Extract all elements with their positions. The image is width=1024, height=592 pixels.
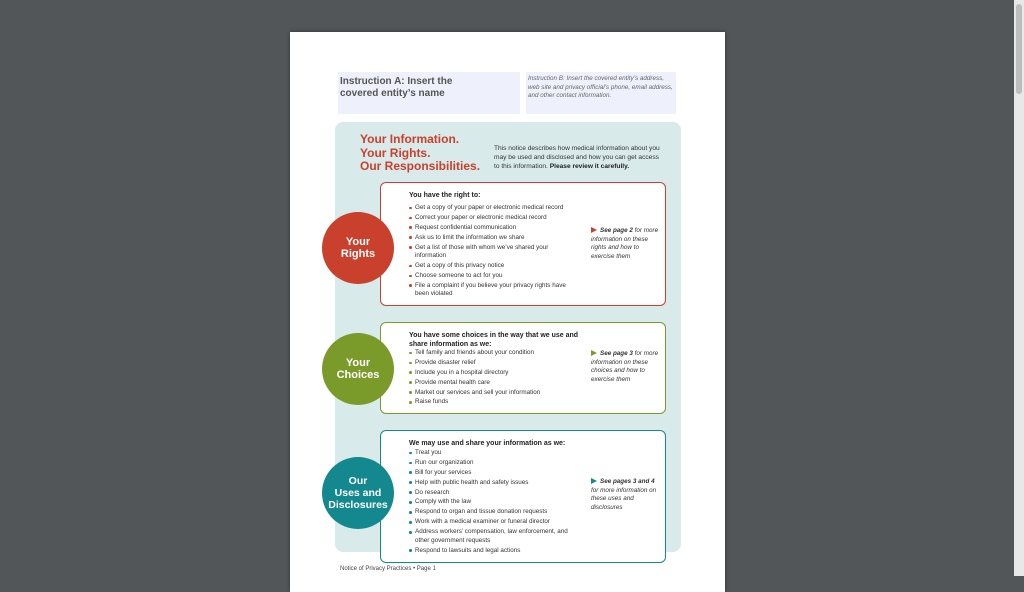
uses-see-bold: See pages 3 and 4 <box>600 478 655 485</box>
uses-see-text: for more information on these uses and disclosures <box>591 486 657 511</box>
list-item: Provide mental health care <box>409 379 579 388</box>
list-item: Get a copy of this privacy notice <box>409 262 579 271</box>
circle-label: Rights <box>340 248 376 260</box>
circle-label: Your <box>345 236 371 248</box>
title-line-1: Your Information. <box>360 132 460 146</box>
choices-box <box>380 322 666 414</box>
title-line-2: Your Rights. <box>360 145 431 160</box>
rights-list <box>409 204 579 300</box>
list-item: Respond to organ and tissue donation requests <box>409 508 579 517</box>
instruction-b-box <box>526 72 676 114</box>
choices-see-text: for more information on these choices and how to exercise them <box>591 350 659 383</box>
list-item: Raise funds <box>409 398 579 407</box>
instruction-b-text: Instruction B: Insert the covered entity’s address, web site and privacy official’s phone, email address, and other contact information. <box>528 75 673 99</box>
list-item: Get a list of those with whom we’ve shared your information <box>409 244 579 261</box>
title-line-3: Our Responsibilities. <box>360 159 481 173</box>
list-item: Do research <box>409 489 579 498</box>
page-title <box>360 133 490 174</box>
list-item: Address workers’ compensation, law enforcement, and other government requests <box>409 528 579 545</box>
choices-see-page <box>591 350 661 384</box>
rights-heading: You have the right to: <box>409 192 481 199</box>
circle-label: Choices <box>336 369 380 381</box>
list-item: Tell family and friends about your condition <box>409 349 579 358</box>
arrow-right-icon <box>591 478 597 484</box>
scrollbar[interactable] <box>1014 0 1024 576</box>
list-item: Correct your paper or electronic medical record <box>409 214 579 223</box>
intro-text <box>494 144 666 171</box>
list-item: Request confidential communication <box>409 224 579 233</box>
list-item: Help with public health and safety issues <box>409 479 579 488</box>
choices-see-bold: See page 3 <box>600 350 633 357</box>
rights-box <box>380 182 666 306</box>
uses-list <box>409 449 579 556</box>
your-choices-circle <box>322 333 394 405</box>
arrow-right-icon <box>591 227 597 233</box>
list-item: Run our organization <box>409 459 579 468</box>
list-item: Provide disaster relief <box>409 359 579 368</box>
rights-see-text: for more information on these rights and how to exercise them <box>591 227 659 260</box>
choices-heading: You have some choices in the way that we use and share information as we: <box>409 332 579 348</box>
uses-disclosures-circle <box>322 457 394 529</box>
instruction-a-text: Instruction A: Insert the covered entity’s name <box>340 76 453 99</box>
uses-box <box>380 430 666 563</box>
list-item: Get a copy of your paper or electronic medical record <box>409 204 579 213</box>
list-item: Work with a medical examiner or funeral director <box>409 518 579 527</box>
list-item: Bill for your services <box>409 469 579 478</box>
scrollbar-thumb[interactable] <box>1016 4 1022 94</box>
rights-see-bold: See page 2 <box>600 227 633 234</box>
intro-bold: Please review it carefully. <box>549 163 630 170</box>
circle-label: Uses and <box>334 487 382 499</box>
instruction-a-box <box>338 72 520 114</box>
intro-body: This notice describes how medical information about you may be used and disclosed and how you can get access to this information. <box>494 145 660 170</box>
list-item: Market our services and sell your information <box>409 389 579 398</box>
list-item: Treat you <box>409 449 579 458</box>
document-page <box>290 32 725 592</box>
uses-see-page <box>591 478 661 512</box>
list-item: File a complaint if you believe your privacy rights have been violated <box>409 282 579 299</box>
circle-label: Our <box>348 475 368 487</box>
uses-heading: We may use and share your information as we: <box>409 440 566 447</box>
list-item: Comply with the law <box>409 498 579 507</box>
circle-label: Disclosures <box>328 499 388 511</box>
arrow-right-icon <box>591 350 597 356</box>
list-item: Ask us to limit the information we share <box>409 234 579 243</box>
rights-see-page <box>591 227 661 261</box>
list-item: Include you in a hospital directory <box>409 369 579 378</box>
circle-label: Your <box>345 357 371 369</box>
page-footer: Notice of Privacy Practices • Page 1 <box>340 566 436 572</box>
choices-list <box>409 349 579 408</box>
your-rights-circle <box>322 212 394 284</box>
list-item: Respond to lawsuits and legal actions <box>409 547 579 556</box>
list-item: Choose someone to act for you <box>409 272 579 281</box>
